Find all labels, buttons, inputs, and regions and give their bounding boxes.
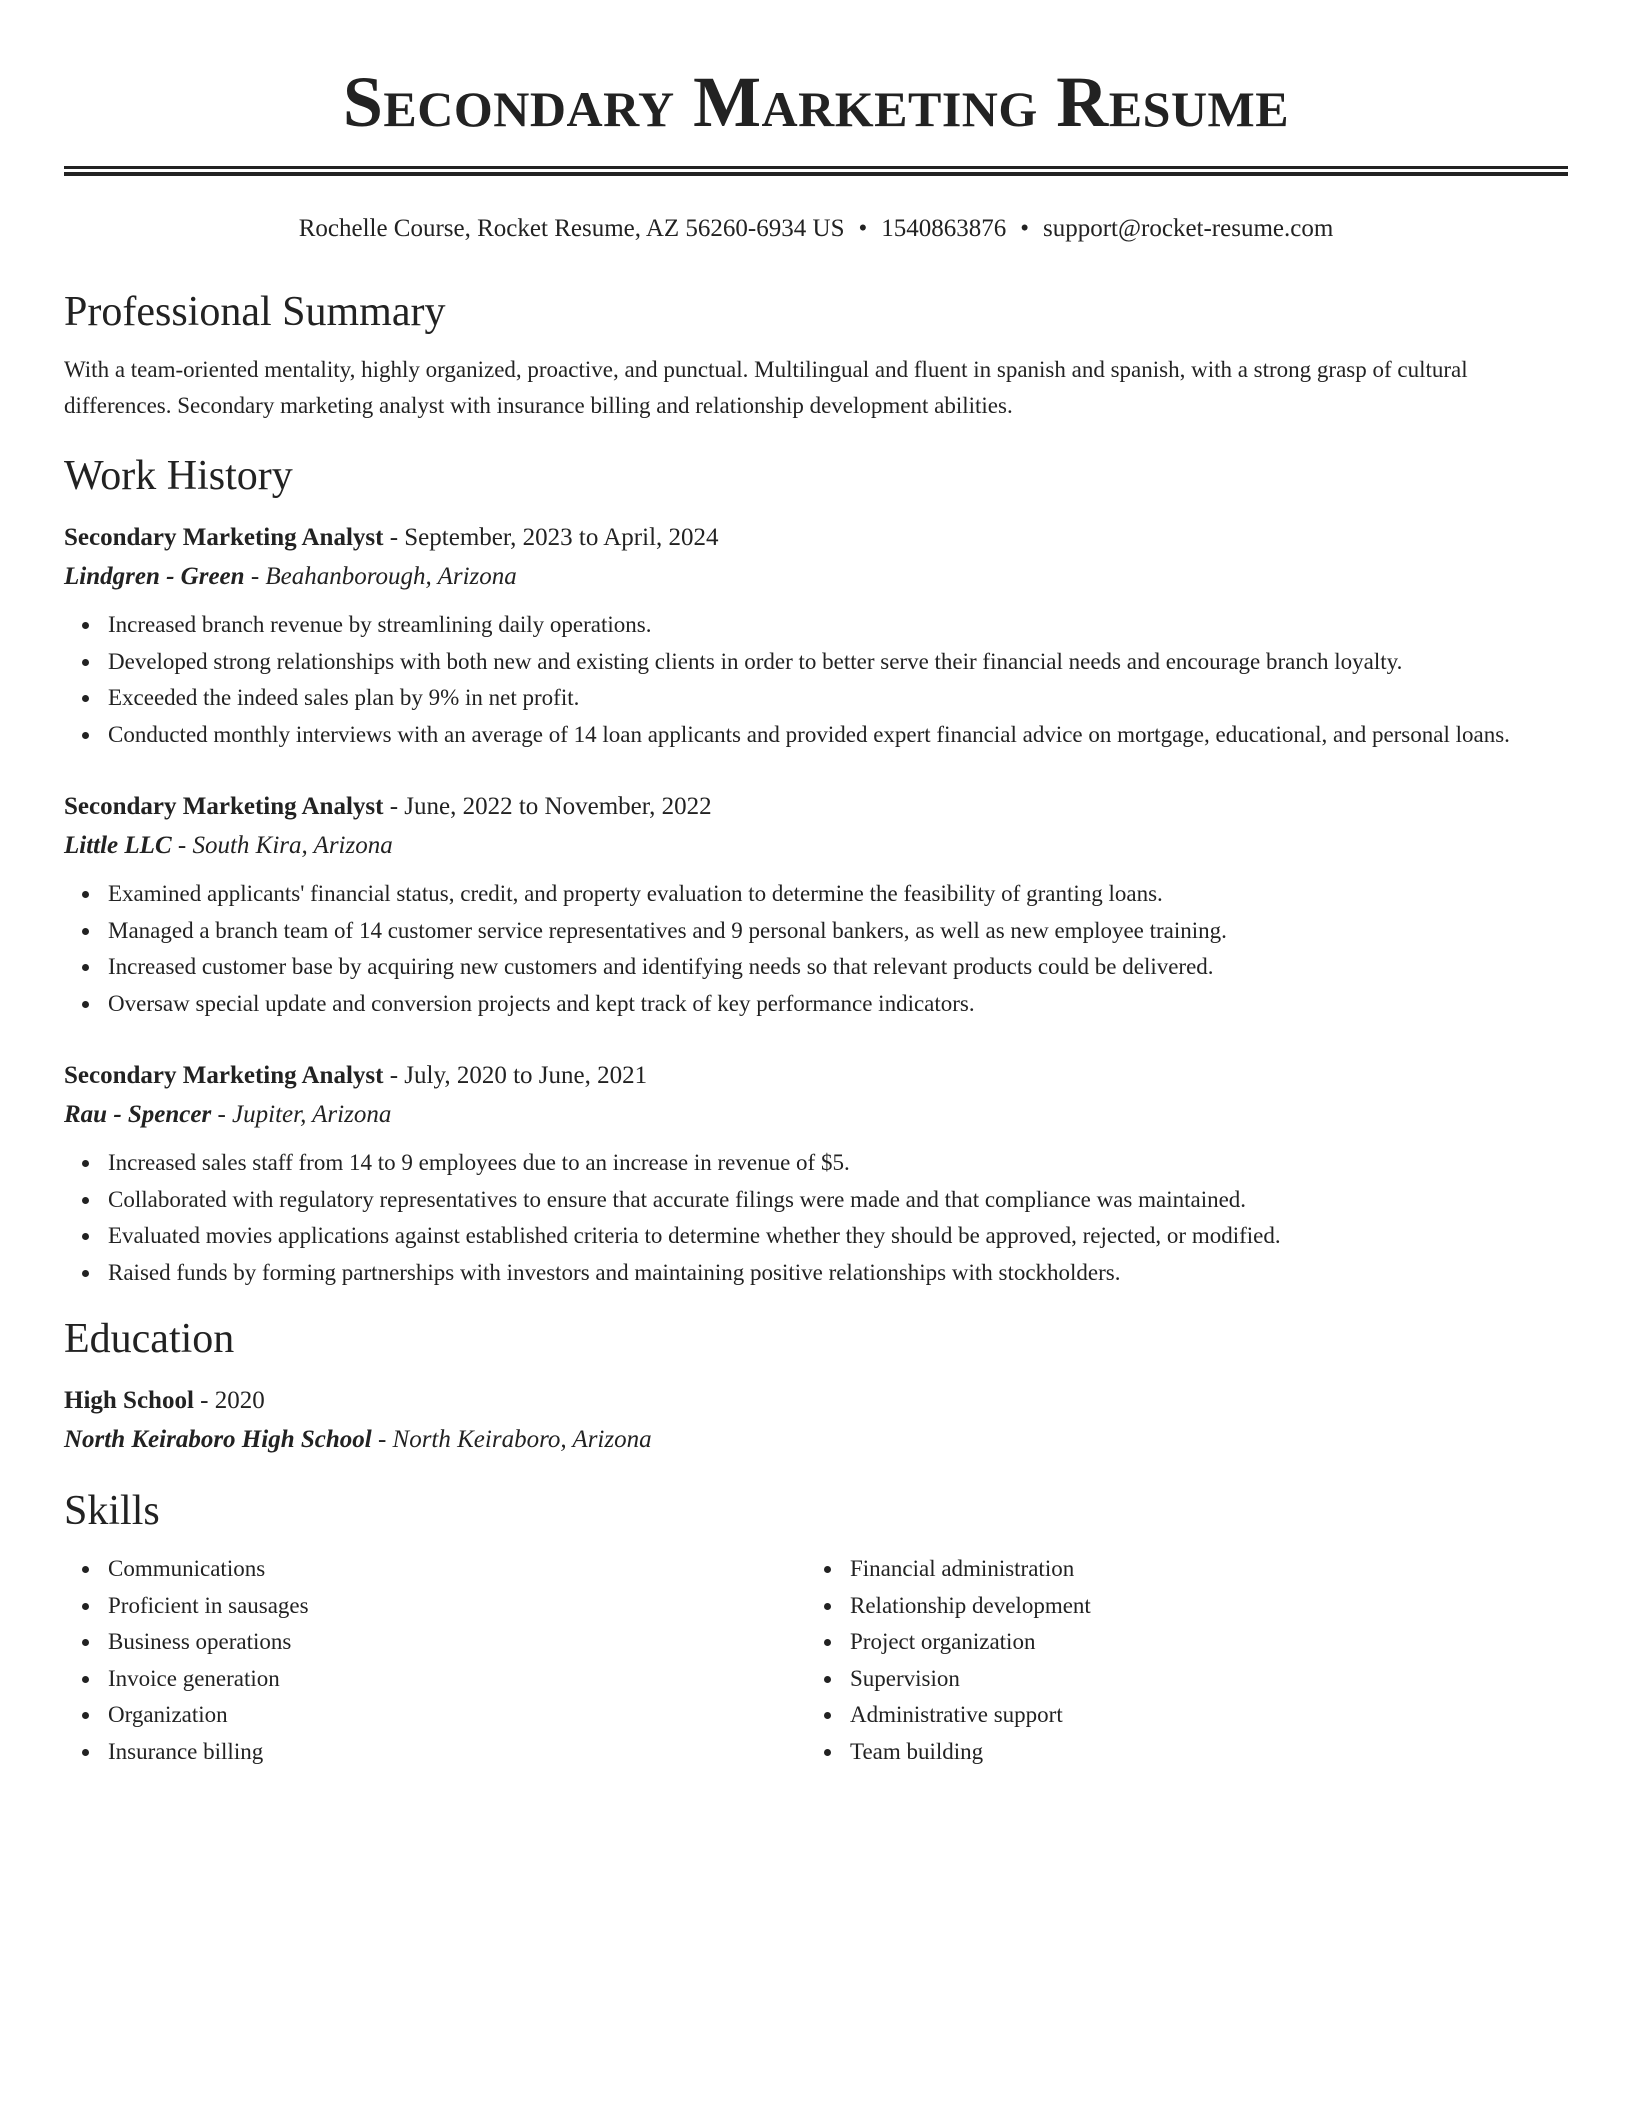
list-item-text: Conducted monthly interviews with an average of 14 loan applicants and provided expert financial advice on mortgage, educational, and personal loans. xyxy=(108,721,1510,747)
skill-item: Supervision xyxy=(850,1665,960,1691)
job-dates: - September, 2023 to April, 2024 xyxy=(383,524,719,551)
job-header xyxy=(64,518,1568,557)
list-item xyxy=(108,876,1568,913)
list-item xyxy=(850,1624,1548,1661)
list-item xyxy=(108,1734,806,1771)
bullet-icon xyxy=(82,695,89,702)
education-entry xyxy=(64,1381,1568,1459)
education-heading: Education xyxy=(64,1316,235,1362)
list-item-text: Increased sales staff from 14 to 9 employees due to an increase in revenue of $5. xyxy=(108,1150,850,1175)
list-item-text: Increased customer base by acquiring new customers and identifying needs so that relevant products could be delivered. xyxy=(108,954,1214,979)
list-item xyxy=(850,1734,1548,1771)
job-company: Lindgren - Green xyxy=(64,563,245,590)
list-item xyxy=(108,1551,806,1588)
bullet-icon xyxy=(82,1712,89,1719)
bullet-icon xyxy=(82,622,89,629)
job-entry xyxy=(64,1056,1568,1291)
skills-bullets xyxy=(64,1551,806,1770)
bullet-icon xyxy=(82,1001,89,1008)
job-role: Secondary Marketing Analyst xyxy=(64,1062,384,1089)
skill-item: Financial administration xyxy=(850,1556,1075,1581)
list-item xyxy=(108,607,1568,644)
contact-address: Rochelle Course, Rocket Resume, AZ 56260-6934 US xyxy=(298,215,845,242)
bullet-icon xyxy=(82,1639,89,1646)
list-item xyxy=(108,717,1568,754)
list-item-text: Exceeded the indeed sales plan by 9% in net profit. xyxy=(108,685,580,710)
list-item xyxy=(108,1624,806,1661)
job-bullets xyxy=(64,876,1568,1022)
job-employer xyxy=(64,557,1568,596)
work-history-heading: Work History xyxy=(64,453,293,499)
list-item-text: Examined applicants' financial status, credit, and property evaluation to determine the feasibility of granting loans. xyxy=(108,881,1163,906)
job-location: - Jupiter, Arizona xyxy=(211,1101,392,1128)
education-location: - North Keiraboro, Arizona xyxy=(371,1426,652,1453)
list-item-text: Oversaw special update and conversion projects and kept track of key performance indicators. xyxy=(108,990,975,1016)
job-dates: - July, 2020 to June, 2021 xyxy=(383,1062,648,1089)
skill-item: Organization xyxy=(108,1702,228,1727)
skill-item: Team building xyxy=(850,1738,984,1764)
list-item-text: Increased branch revenue by streamlining daily operations. xyxy=(108,612,652,637)
contact-email: support@rocket-resume.com xyxy=(1043,215,1334,242)
list-item-text: Developed strong relationships with both new and existing clients in order to better serve their financial needs and encourage branch loyalty. xyxy=(108,648,1403,674)
contact-separator: • xyxy=(858,215,868,242)
job-role: Secondary Marketing Analyst xyxy=(64,793,384,820)
contact-line xyxy=(64,212,1568,246)
job-entry xyxy=(64,518,1568,753)
bullet-icon xyxy=(82,659,89,666)
bullet-icon xyxy=(824,1639,831,1646)
list-item xyxy=(108,680,1568,717)
skill-item: Project organization xyxy=(850,1629,1036,1654)
list-item xyxy=(108,913,1568,950)
job-bullets xyxy=(64,1145,1568,1291)
job-dates: - June, 2022 to November, 2022 xyxy=(383,793,712,820)
bullet-icon xyxy=(824,1603,831,1610)
education-school-line xyxy=(64,1420,1568,1459)
page-title: Secondary Marketing Resume xyxy=(342,62,1290,142)
bullet-icon xyxy=(82,891,89,898)
skill-item: Insurance billing xyxy=(108,1738,264,1764)
education-school: North Keiraboro High School xyxy=(64,1426,372,1453)
list-item-text: Raised funds by forming partnerships with investors and maintaining positive relationships with stockholders. xyxy=(108,1259,1121,1285)
job-header xyxy=(64,787,1568,826)
skill-item: Communications xyxy=(108,1556,266,1581)
job-entry xyxy=(64,787,1568,1022)
education-header xyxy=(64,1381,1568,1420)
bullet-icon xyxy=(82,1603,89,1610)
education-degree: High School xyxy=(64,1387,194,1414)
bullet-icon xyxy=(82,1676,89,1683)
bullet-icon xyxy=(824,1749,831,1756)
job-bullets xyxy=(64,607,1568,753)
skill-item: Relationship development xyxy=(850,1592,1091,1618)
contact-separator: • xyxy=(1020,215,1029,242)
list-item xyxy=(108,1588,806,1625)
list-item xyxy=(850,1697,1548,1734)
title-divider xyxy=(64,166,1568,176)
list-item xyxy=(108,1182,1568,1219)
bullet-icon xyxy=(82,964,89,971)
list-item-text: Collaborated with regulatory representatives to ensure that accurate filings were made and that compliance was maintained. xyxy=(108,1186,1247,1212)
bullet-icon xyxy=(82,1270,89,1277)
bullet-icon xyxy=(82,1749,89,1756)
list-item-text: Evaluated movies applications against established criteria to determine whether they should be approved, rejected, or modified. xyxy=(108,1223,1281,1248)
job-company: Rau - Spencer xyxy=(64,1101,212,1128)
job-header xyxy=(64,1056,1568,1095)
list-item xyxy=(108,1218,1568,1255)
skills-bullets xyxy=(806,1551,1548,1770)
skill-item: Business operations xyxy=(108,1629,292,1654)
skills-column-left xyxy=(64,1551,806,1770)
skills-list xyxy=(64,1551,1568,1770)
job-location: - Beahanborough, Arizona xyxy=(244,563,517,590)
skills-heading: Skills xyxy=(64,1488,160,1534)
list-item xyxy=(108,1697,806,1734)
summary-heading: Professional Summary xyxy=(64,289,446,335)
job-employer xyxy=(64,826,1568,865)
skill-item: Invoice generation xyxy=(108,1665,280,1691)
bullet-icon xyxy=(82,1160,89,1167)
list-item xyxy=(850,1588,1548,1625)
list-item xyxy=(108,1661,806,1698)
job-location: - South Kira, Arizona xyxy=(171,832,393,859)
skill-item: Proficient in sausages xyxy=(108,1592,309,1618)
list-item-text: Managed a branch team of 14 customer service representatives and 9 personal bankers, as well as new employee training. xyxy=(108,917,1227,943)
bullet-icon xyxy=(824,1712,831,1719)
bullet-icon xyxy=(82,928,89,935)
job-company: Little LLC xyxy=(64,832,172,859)
list-item xyxy=(108,986,1568,1023)
list-item xyxy=(108,1145,1568,1182)
bullet-icon xyxy=(82,1566,89,1573)
education-year: - 2020 xyxy=(193,1387,265,1414)
bullet-icon xyxy=(82,1233,89,1240)
list-item xyxy=(108,644,1568,681)
list-item xyxy=(108,1255,1568,1292)
list-item xyxy=(108,949,1568,986)
bullet-icon xyxy=(82,732,89,739)
skills-column-right xyxy=(806,1551,1548,1770)
bullet-icon xyxy=(824,1676,831,1683)
skill-item: Administrative support xyxy=(850,1702,1063,1727)
bullet-icon xyxy=(82,1197,89,1204)
job-employer xyxy=(64,1095,1568,1134)
summary-text: With a team-oriented mentality, highly organized, proactive, and punctual. Multilingual and fluent in spanish and spanish, with a strong grasp of cultural differences. Secondary marketing analyst with insurance billing and relationship development abilities. xyxy=(64,357,1468,418)
job-role: Secondary Marketing Analyst xyxy=(64,524,384,551)
list-item xyxy=(850,1551,1548,1588)
contact-phone: 1540863876 xyxy=(881,215,1007,242)
list-item xyxy=(850,1661,1548,1698)
bullet-icon xyxy=(824,1566,831,1573)
